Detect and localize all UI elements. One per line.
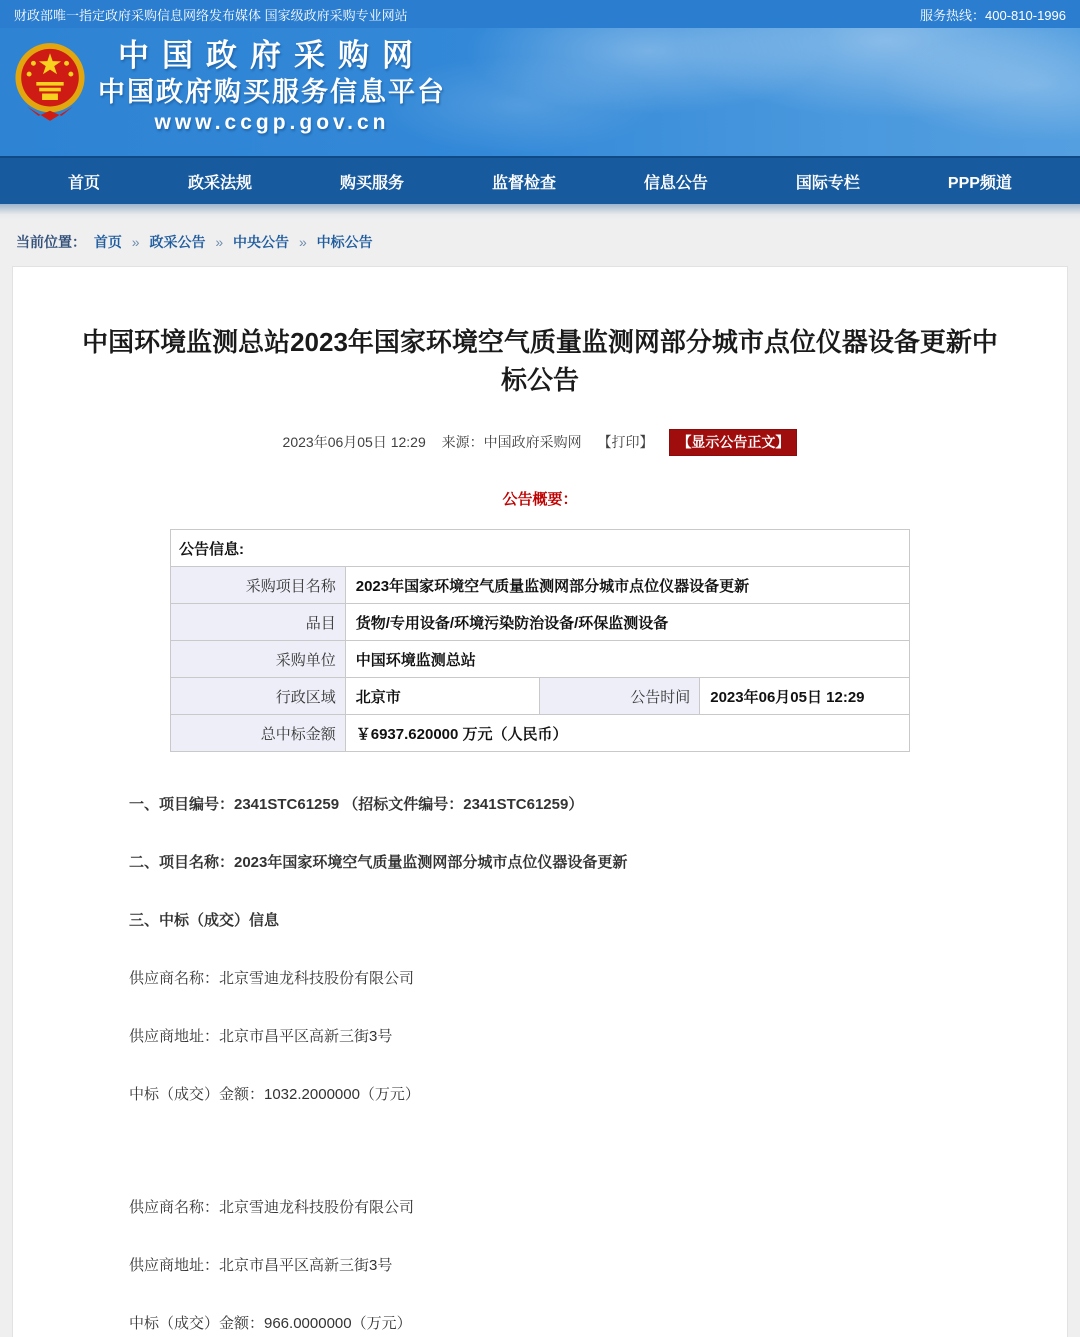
nav-item-purchase[interactable]: 购买服务 <box>339 174 404 192</box>
breadcrumb-central[interactable]: 中央公告 <box>233 234 290 250</box>
breadcrumb <box>0 220 1080 262</box>
site-subtitle: 中国政府购买服务信息平台 <box>98 77 446 107</box>
top-utility-bar <box>0 0 1080 28</box>
main-nav <box>0 156 1080 204</box>
nav-item-international[interactable]: 国际专栏 <box>795 174 860 192</box>
summary-heading: 公告概要： <box>502 491 578 508</box>
table-row <box>171 641 910 678</box>
site-title-block <box>98 36 446 136</box>
supplier-address: 供应商地址：北京市昌平区高新三街3号 <box>129 1257 393 1274</box>
table-row <box>171 604 910 641</box>
breadcrumb-home[interactable]: 首页 <box>93 234 122 250</box>
info-table-header: 公告信息: <box>171 530 910 567</box>
national-emblem-icon <box>14 40 86 124</box>
article-card <box>12 266 1068 1337</box>
breadcrumb-separator-icon: » <box>131 234 140 250</box>
row-value: 2023年国家环境空气质量监测网部分城市点位仪器设备更新 <box>345 567 909 604</box>
site-slogan: 财政部唯一指定政府采购信息网络发布媒体 国家级政府采购专业网站 <box>14 7 408 23</box>
site-logo[interactable] <box>0 28 1080 136</box>
nav-item-home[interactable]: 首页 <box>67 174 100 192</box>
site-url: www.ccgp.gov.cn <box>154 111 390 134</box>
breadcrumb-separator-icon: » <box>215 234 224 250</box>
supplier-address: 供应商地址：北京市昌平区高新三街3号 <box>129 1028 393 1045</box>
table-row <box>171 567 910 604</box>
page-title: 中国环境监测总站2023年国家环境空气质量监测网部分城市点位仪器设备更新中标公告 <box>82 327 998 395</box>
supplier-name: 供应商名称：北京雪迪龙科技股份有限公司 <box>129 970 415 987</box>
nav-item-ppp[interactable]: PPP频道 <box>947 174 1012 192</box>
table-row <box>171 678 910 715</box>
table-row <box>171 715 910 752</box>
site-name: 中国政府采购网 <box>118 38 426 73</box>
row-value: ￥6937.620000 万元（人民币） <box>345 715 909 752</box>
supplier-name: 供应商名称：北京雪迪龙科技股份有限公司 <box>129 1199 415 1216</box>
nav-item-supervision[interactable]: 监督检查 <box>491 174 556 192</box>
notice-info-table <box>170 529 910 752</box>
row-label: 行政区域 <box>171 678 346 715</box>
supplier-block <box>13 1197 1067 1334</box>
breadcrumb-separator-icon: » <box>298 234 307 250</box>
nav-item-announcements[interactable]: 信息公告 <box>643 174 708 192</box>
row-label: 采购单位 <box>171 641 346 678</box>
section-award-info: 三、中标（成交）信息 <box>129 912 280 929</box>
breadcrumb-label: 当前位置： <box>16 234 86 250</box>
article-body <box>13 794 1067 1334</box>
row-value: 北京市 <box>345 678 540 715</box>
row-label: 采购项目名称 <box>171 567 346 604</box>
row-label: 总中标金额 <box>171 715 346 752</box>
publish-datetime: 2023年06月05日 12:29 <box>282 434 426 450</box>
row-label: 品目 <box>171 604 346 641</box>
masthead <box>0 28 1080 156</box>
print-button[interactable]: 【打印】 <box>597 434 654 450</box>
supplier-amount: 中标（成交）金额：1032.2000000（万元） <box>129 1086 420 1103</box>
service-hotline: 服务热线：400-810-1996 <box>920 7 1066 23</box>
section-project-name: 二、项目名称：2023年国家环境空气质量监测网部分城市点位仪器设备更新 <box>129 854 628 871</box>
nav-item-regulations[interactable]: 政采法规 <box>187 174 252 192</box>
article-meta <box>13 429 1067 456</box>
nav-shadow <box>0 204 1080 220</box>
show-notice-button[interactable]: 【显示公告正文】 <box>669 429 797 456</box>
breadcrumb-notices[interactable]: 政采公告 <box>149 234 206 250</box>
supplier-block <box>13 968 1067 1105</box>
row-value: 2023年06月05日 12:29 <box>700 678 910 715</box>
section-project-number: 一、项目编号：2341STC61259 （招标文件编号：2341STC61259） <box>129 796 584 813</box>
supplier-amount: 中标（成交）金额：966.0000000（万元） <box>129 1315 412 1332</box>
row-value: 货物/专用设备/环境污染防治设备/环保监测设备 <box>345 604 909 641</box>
row-value: 中国环境监测总站 <box>345 641 909 678</box>
row-label: 公告时间 <box>540 678 700 715</box>
breadcrumb-award[interactable]: 中标公告 <box>316 234 373 250</box>
article-source: 来源：中国政府采购网 <box>441 434 582 450</box>
